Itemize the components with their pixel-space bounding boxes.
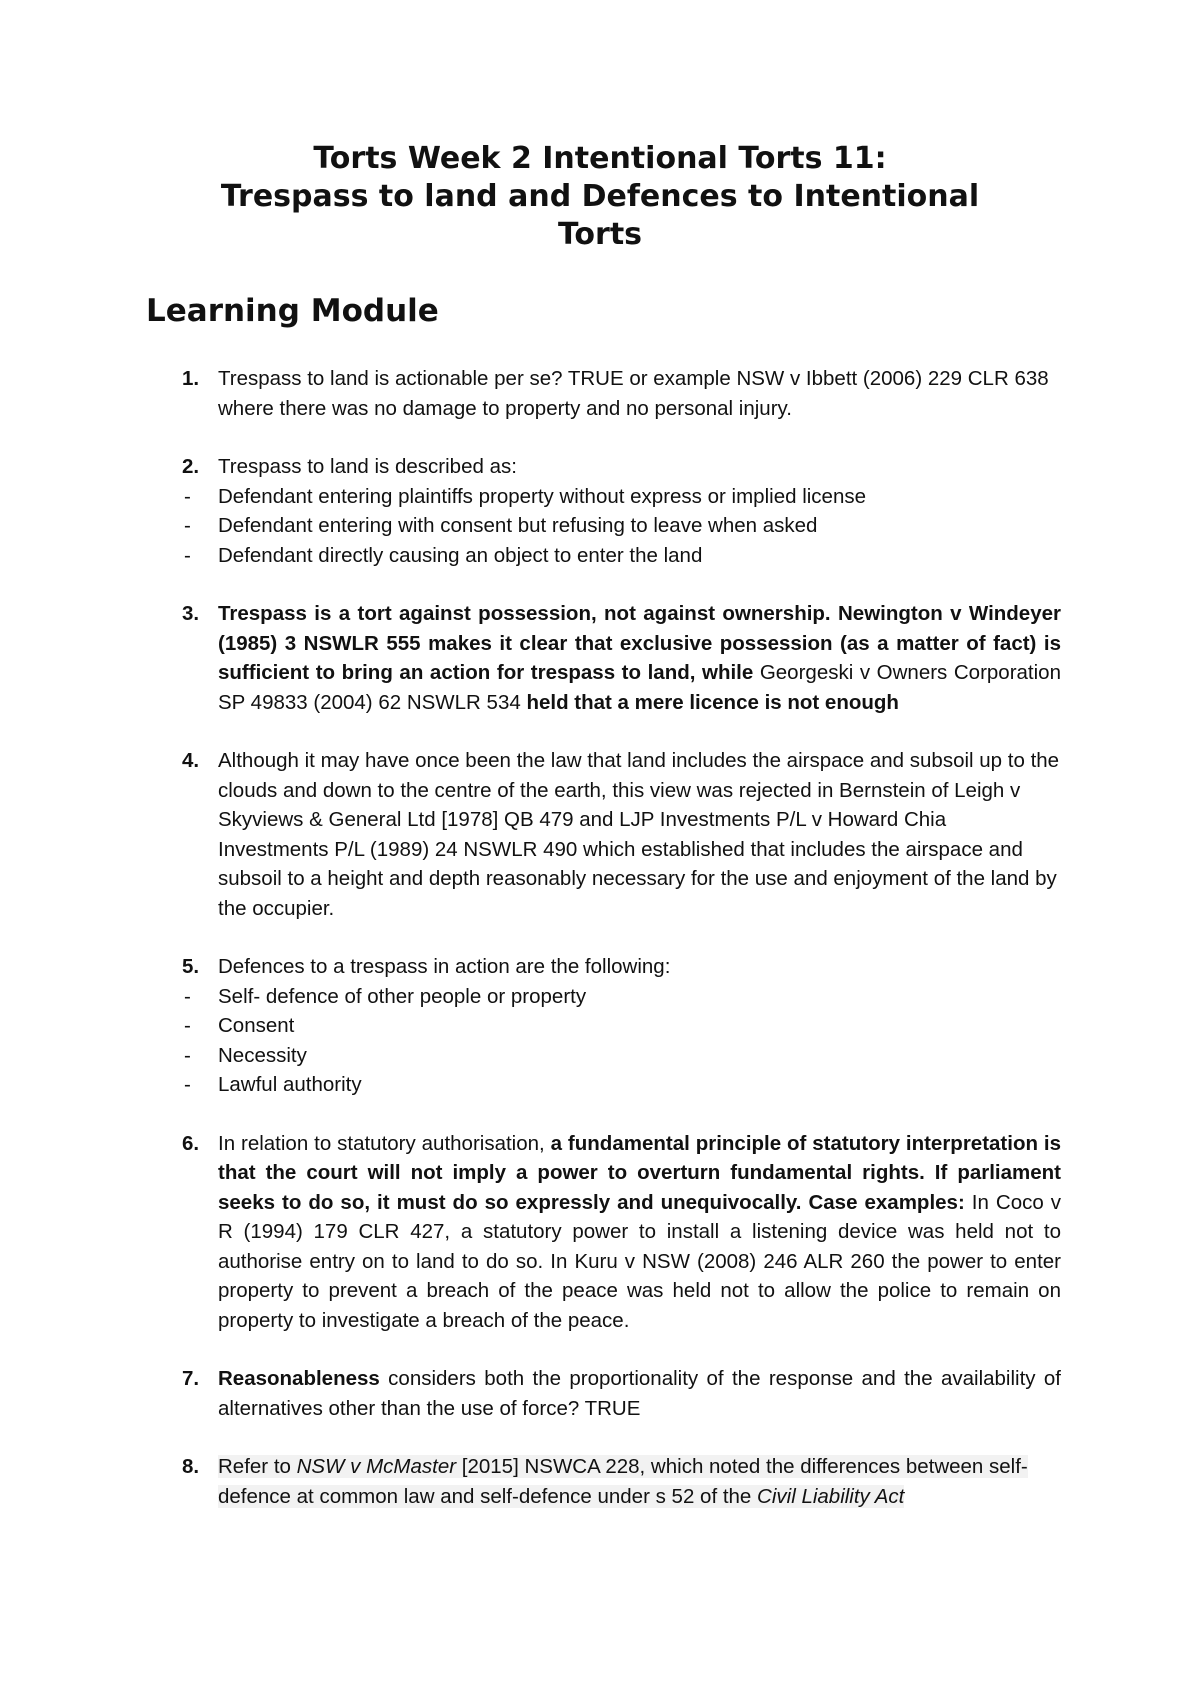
item-text-bold: a fundamental principle of statutory interpretation is that the court will not imply a power to overturn fundamental rights. If parliament seeks to do so, it must do so expressly and unequivocally. Case examples: xyxy=(218,1131,1061,1214)
item-text: Refer to xyxy=(218,1455,297,1478)
numbered-list xyxy=(146,364,1061,1540)
bullet-item xyxy=(146,1041,1061,1071)
item-text-bold: Trespass is a tort against possession, not against ownership. xyxy=(218,602,831,625)
bullet-text: Self- defence of other people or property xyxy=(218,984,587,1008)
highlighted-text xyxy=(218,1455,1028,1508)
title-line-2: Trespass to land and Defences to Intentional xyxy=(220,179,980,214)
bullet-item xyxy=(146,1011,1061,1041)
bullet-item xyxy=(146,511,1061,541)
dash-marker: - xyxy=(184,543,191,567)
title-line-3: Torts xyxy=(557,217,643,252)
case-name: NSW v McMaster xyxy=(296,1455,457,1478)
case-citation: Georgeski v Owners Corporation SP 49833 (2004) 62 NSWLR 534 xyxy=(218,661,1061,714)
list-item xyxy=(146,952,1061,982)
act-name: Civil Liability Act xyxy=(757,1484,905,1508)
item-text: Although it may have once been the law that land includes the airspace and subsoil up to the clouds and down to the centre of the earth, this view was rejected in Bernstein of Leigh v Skyviews & General Ltd [1978] QB 479 and LJP Investments P/L v Howard Chia Investments P/L (1989) 24 NSWLR 490 which established that includes the airspace and subsoil to a height and depth reasonably necessary for the use and enjoyment of the land by the occupier. xyxy=(218,749,1060,920)
item-number: 3. xyxy=(182,602,200,625)
list-item xyxy=(146,599,1061,717)
dash-marker: - xyxy=(184,1014,191,1037)
bullet-text: Lawful authority xyxy=(218,1073,362,1096)
list-item xyxy=(146,746,1061,923)
list-item xyxy=(146,1452,1061,1511)
item-text-bold: held that a mere licence is not enough xyxy=(526,690,899,714)
list-item xyxy=(146,452,1061,482)
bullet-item xyxy=(146,1070,1061,1100)
bullet-item xyxy=(146,982,1061,1012)
case-citation: Newington v Windeyer (1985) 3 NSWLR 555 xyxy=(218,602,1061,655)
item-number: 4. xyxy=(182,749,200,772)
bullet-text: Consent xyxy=(218,1014,295,1037)
item-number: 8. xyxy=(182,1455,200,1478)
dash-marker: - xyxy=(184,1073,191,1096)
item-text: Trespass to land is actionable per se? TRUE or example NSW v Ibbett (2006) 229 CLR 638 where there was no damage to property and no personal injury. xyxy=(218,367,1049,420)
bullet-text: Defendant entering plaintiffs property without express or implied license xyxy=(218,484,867,508)
bullet-text: Defendant entering with consent but refusing to leave when asked xyxy=(218,514,818,537)
dash-marker: - xyxy=(184,984,191,1008)
item-text: considers both the proportionality of the response and the availability of alternatives other than the use of force? TRUE xyxy=(218,1367,1061,1420)
list-item xyxy=(146,1129,1061,1336)
bullet-item xyxy=(146,482,1061,512)
dash-marker: - xyxy=(184,514,191,537)
bullet-item xyxy=(146,541,1061,571)
item-text: [2015] NSWCA 228, which noted the differences between self-defence at common law and self-defence under s 52 of the xyxy=(218,1455,1028,1508)
item-number: 6. xyxy=(182,1131,200,1155)
item-text-bold: Reasonableness xyxy=(218,1367,380,1390)
list-item xyxy=(146,1364,1061,1423)
item-text: In relation to statutory authorisation, xyxy=(218,1131,545,1155)
bullet-text: Defendant directly causing an object to enter the land xyxy=(218,543,703,567)
dash-marker: - xyxy=(184,484,191,508)
item-number: 7. xyxy=(182,1367,200,1390)
title-line-1: Torts Week 2 Intentional Torts 11: xyxy=(313,141,887,176)
list-item-group xyxy=(146,952,1061,1100)
item-number: 1. xyxy=(182,367,200,390)
document-title xyxy=(0,140,1200,254)
list-item-group xyxy=(146,452,1061,570)
section-heading: Learning Module xyxy=(146,293,439,329)
list-item xyxy=(146,364,1061,423)
item-text-bold: makes it clear that exclusive possession (as a matter of fact) is sufficient to bring an action for trespass to land, while xyxy=(218,631,1061,684)
item-text: Trespass to land is described as: xyxy=(218,455,517,478)
item-number: 5. xyxy=(182,955,200,978)
item-text: Defences to a trespass in action are the following: xyxy=(218,955,671,978)
dash-marker: - xyxy=(184,1043,191,1067)
item-text: In Coco v R (1994) 179 CLR 427, a statutory power to install a listening device was held not to authorise entry on to land to do so. In Kuru v NSW (2008) 246 ALR 260 the power to enter property to prevent a breach of the peace was held not to allow the police to remain on property to investigate a breach of the peace. xyxy=(218,1190,1062,1332)
item-number: 2. xyxy=(182,455,200,478)
bullet-text: Necessity xyxy=(218,1043,307,1067)
